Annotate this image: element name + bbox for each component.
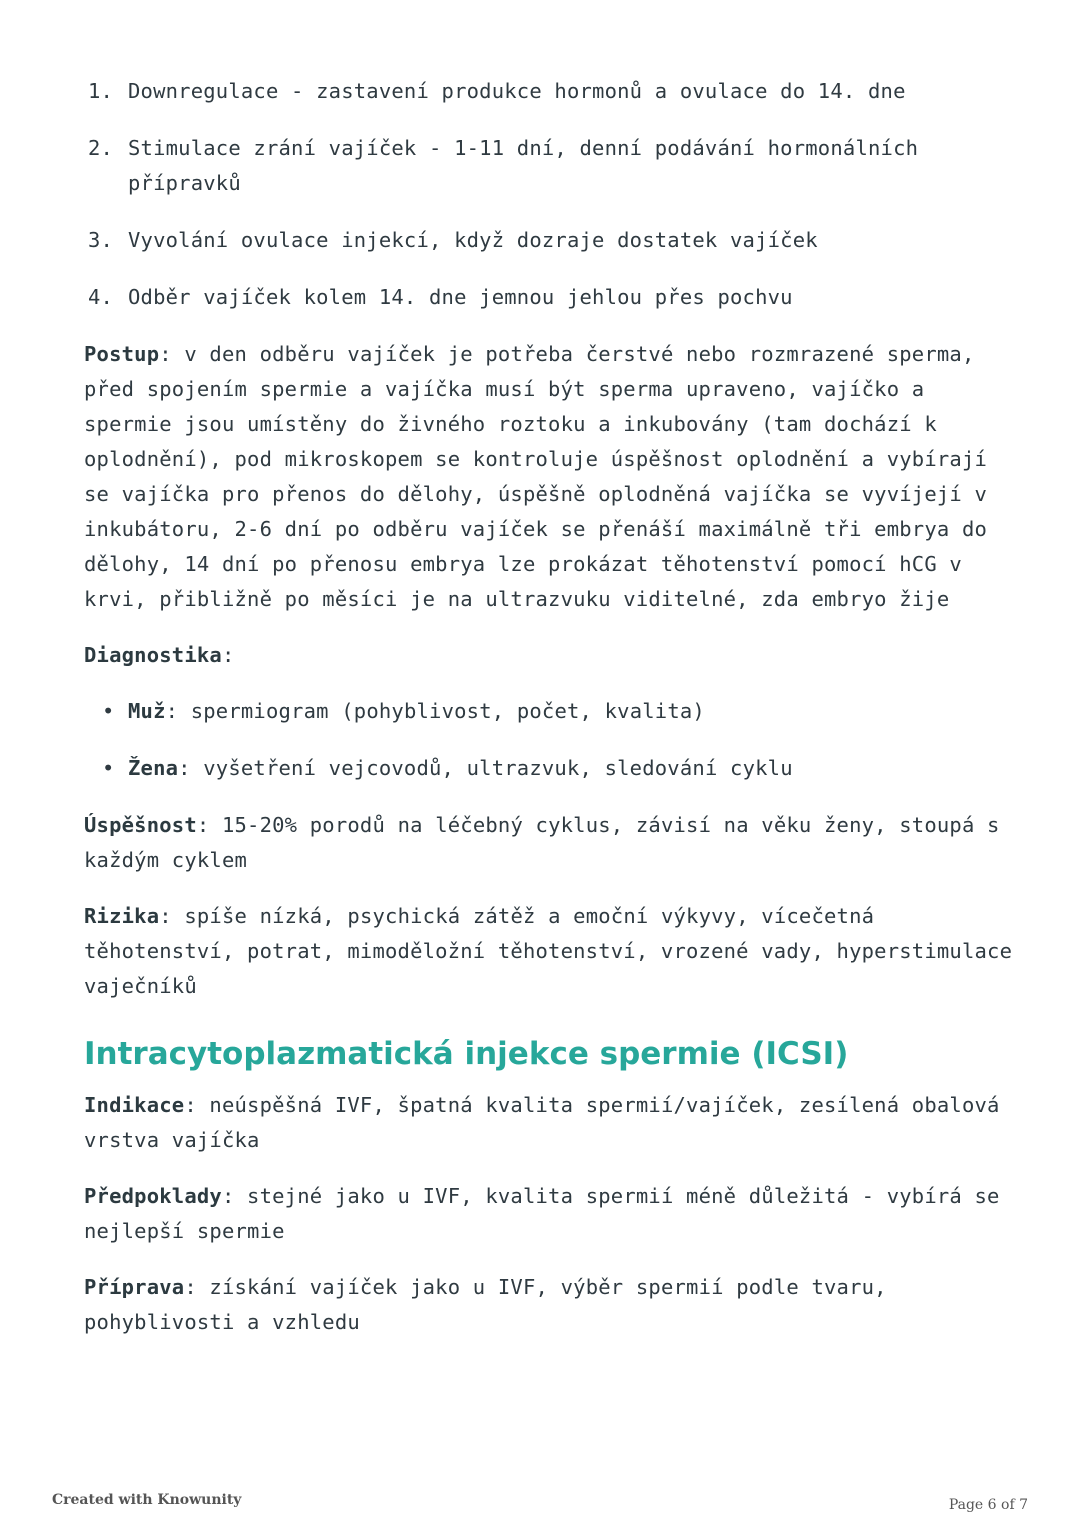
diagnostika-suffix: : [221,643,235,667]
predpoklady-paragraph [84,1179,1014,1249]
bullet-icon: • [102,756,115,780]
step-text: Stimulace zrání vajíček - 1-11 dní, denní podávání hormonálních přípravků [128,136,919,195]
indikace-paragraph [84,1088,1014,1158]
list-item [84,751,1014,786]
page-content [84,74,1014,1361]
list-item [84,74,1014,109]
step-number: 4. [88,285,114,309]
list-item [84,694,1014,729]
diagnostika-item-label: Muž [128,699,166,723]
rizika-paragraph [84,899,1014,1004]
step-text: Vyvolání ovulace injekcí, když dozraje dostatek vajíček [128,228,818,252]
diagnostika-label: Diagnostika [84,643,222,667]
rizika-text: : spíše nízká, psychická zátěž a emoční výkyvy, vícečetná těhotenství, potrat, mimoděložní těhotenství, vrozené vady, hyperstimulace vaječníků [84,904,1013,998]
page-number: Page 6 of 7 [948,1497,1028,1513]
footer-credit: Created with Knowunity [52,1492,242,1508]
diagnostika-heading [84,638,1014,673]
step-text: Downregulace - zastavení produkce hormonů a ovulace do 14. dne [128,79,906,103]
indikace-text: : neúspěšná IVF, špatná kvalita spermií/vajíček, zesílená obalová vrstva vajíčka [84,1093,1000,1152]
postup-label: Postup [84,342,160,366]
diagnostika-item-label: Žena [128,756,179,780]
bullet-icon: • [102,699,115,723]
uspesnost-text: : 15-20% porodů na léčebný cyklus, závisí na věku ženy, stoupá s každým cyklem [84,813,1000,872]
uspesnost-paragraph [84,808,1014,878]
step-number: 2. [88,136,114,160]
step-text: Odběr vajíček kolem 14. dne jemnou jehlou přes pochvu [128,285,793,309]
rizika-label: Rizika [84,904,160,928]
diagnostika-list [84,694,1014,786]
priprava-paragraph [84,1270,1014,1340]
uspesnost-label: Úspěšnost [84,813,197,837]
indikace-label: Indikace [84,1093,185,1117]
postup-paragraph [84,337,1014,617]
step-number: 3. [88,228,114,252]
step-number: 1. [88,79,114,103]
priprava-text: : získání vajíček jako u IVF, výběr spermií podle tvaru, pohyblivosti a vzhledu [84,1275,887,1334]
postup-text: : v den odběru vajíček je potřeba čerstvé nebo rozmrazené sperma, před spojením spermie a vajíčka musí být sperma upraveno, vajíčko a spermie jsou umístěny do živného roztoku a inkubovány (tam dochází k oplodnění), pod mikroskopem se kontroluje úspěšnost oplodnění a vybírají se vajíčka pro přenos do dělohy, úspěšně oplodněná vajíčka se vyvíjejí v inkubátoru, 2-6 dní po odběru vajíček se přenáší maximálně tři embrya do dělohy, 14 dní po přenosu embrya lze prokázat těhotenství pomocí hCG v krvi, přibližně po měsíci je na ultrazvuku viditelné, zda embryo žije [84,342,988,611]
predpoklady-label: Předpoklady [84,1184,222,1208]
predpoklady-text: : stejné jako u IVF, kvalita spermií méně důležitá - vybírá se nejlepší spermie [84,1184,1000,1243]
diagnostika-item-text: : spermiogram (pohyblivost, počet, kvalita) [165,699,705,723]
diagnostika-item-text: : vyšetření vejcovodů, ultrazvuk, sledování cyklu [178,756,793,780]
list-item [84,280,1014,315]
priprava-label: Příprava [84,1275,185,1299]
icsi-heading: Intracytoplazmatická injekce spermie (ICSI) [84,1036,849,1072]
ivf-steps-list [84,74,1014,315]
list-item [84,131,1014,201]
list-item [84,223,1014,258]
